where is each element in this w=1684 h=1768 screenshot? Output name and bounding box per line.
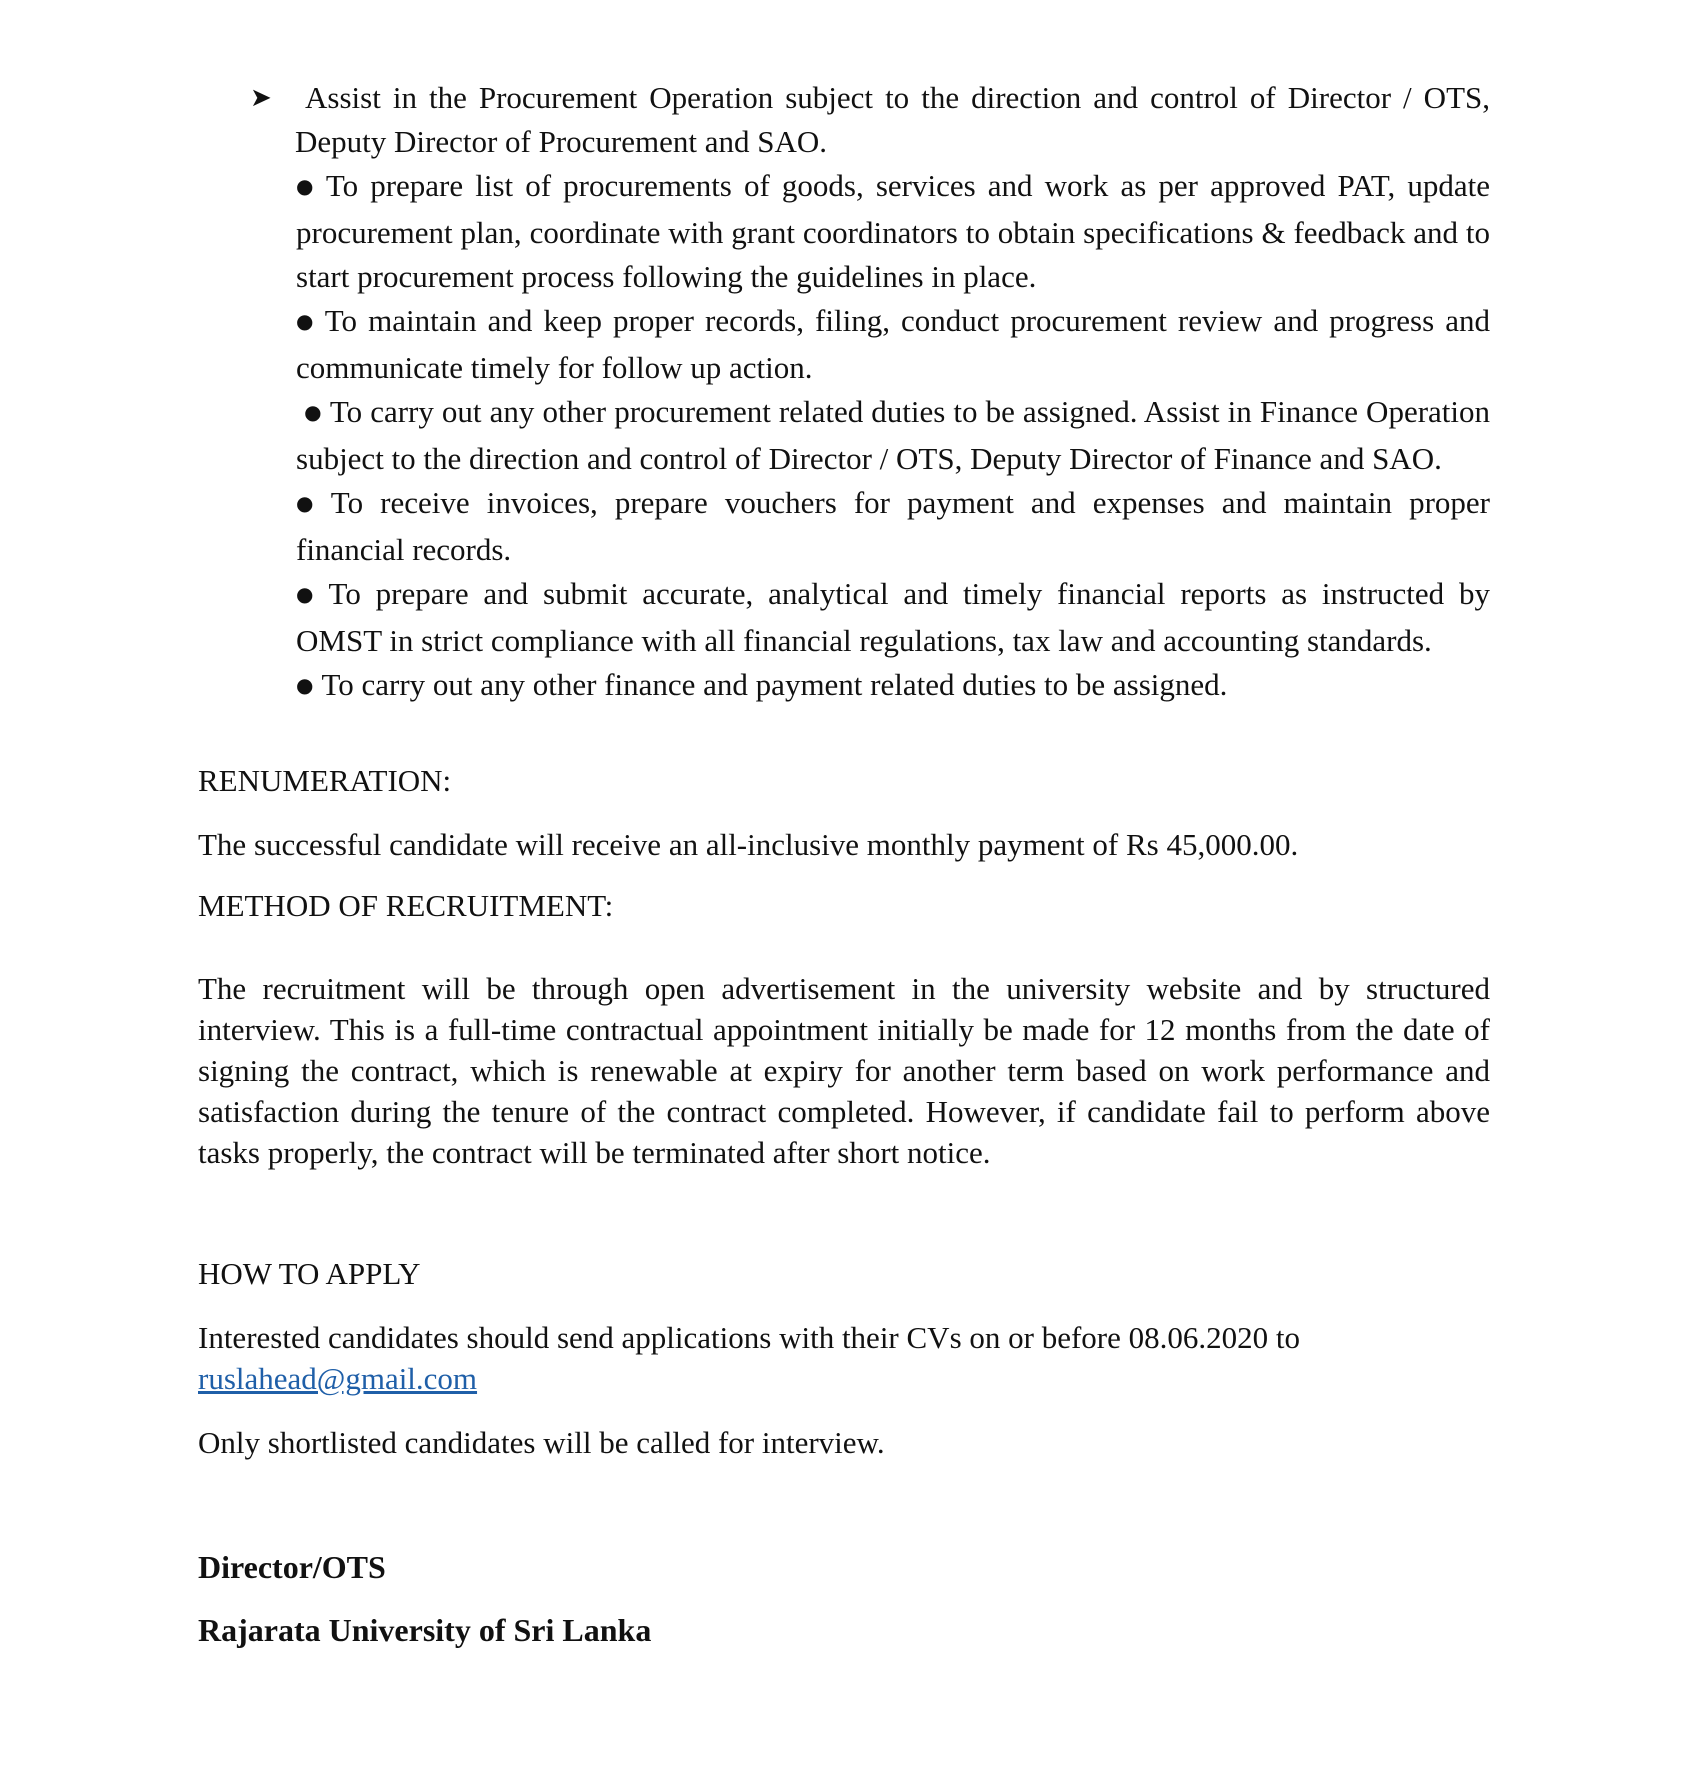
recruitment-text: The recruitment will be through open advertisement in the university website and by structured interview. This is a full-time contractual appointment initially be made for 12 months from the date of signing the contract, which is renewable at expiry for another term based on work performance and satisfaction during the tenure of the contract completed. However, if candidate fail to perform above tasks properly, the contract will be terminated after short notice. <box>198 971 1490 1170</box>
bullet-dot-icon: ● <box>296 491 323 515</box>
how-to-apply-heading: HOW TO APPLY <box>198 1256 421 1291</box>
bullet-dot-icon: ● <box>296 673 314 697</box>
duties-lead-text: Assist in the Procurement Operation subject to the direction and control of Director / OTS, Deputy Director of Procurement and SAO. <box>295 80 1490 159</box>
bullet-dot-icon: ● <box>304 400 322 424</box>
renumeration-text: The successful candidate will receive an all-inclusive monthly payment of Rs 45,000.00. <box>198 827 1299 862</box>
apply-email-line <box>198 1358 1490 1399</box>
duty-item: ● To prepare list of procurements of goods, services and work as per approved PAT, update procurement plan, coordinate with grant coordinators to obtain specifications & feedback and to start procurement process following the guidelines in place. <box>296 168 1490 294</box>
renumeration-heading: RENUMERATION: <box>198 763 452 798</box>
duty-item: ● To carry out any other finance and payment related duties to be assigned. <box>296 667 1228 702</box>
duty-item: ● To maintain and keep proper records, filing, conduct procurement review and progress and communicate timely for follow up action. <box>296 303 1490 385</box>
duty-item: ● To receive invoices, prepare vouchers for payment and expenses and maintain proper financial records. <box>296 485 1491 567</box>
duties-list <box>296 164 1490 710</box>
shortlist-note: Only shortlisted candidates will be called for interview. <box>198 1425 885 1460</box>
duty-item: ● To carry out any other procurement related duties to be assigned. Assist in Finance Operation subject to the direction and control of Director / OTS, Deputy Director of Finance and SAO. <box>296 394 1491 476</box>
arrow-bullet-icon: ➤ <box>250 83 272 113</box>
recruitment-heading: METHOD OF RECRUITMENT: <box>198 888 614 923</box>
bullet-dot-icon: ● <box>296 174 318 198</box>
signature-org: Rajarata University of Sri Lanka <box>198 1612 652 1648</box>
apply-text: Interested candidates should send applications with their CVs on or before 08.06.2020 to <box>198 1320 1300 1355</box>
duty-item: ● To prepare and submit accurate, analytical and timely financial reports as instructed by OMST in strict compliance with all financial regulations, tax law and accounting standards. <box>296 576 1491 658</box>
bullet-dot-icon: ● <box>296 309 317 333</box>
bullet-dot-icon: ● <box>296 582 321 606</box>
signature-title: Director/OTS <box>198 1549 386 1585</box>
email-link[interactable]: ruslahead@gmail.com <box>198 1361 478 1396</box>
